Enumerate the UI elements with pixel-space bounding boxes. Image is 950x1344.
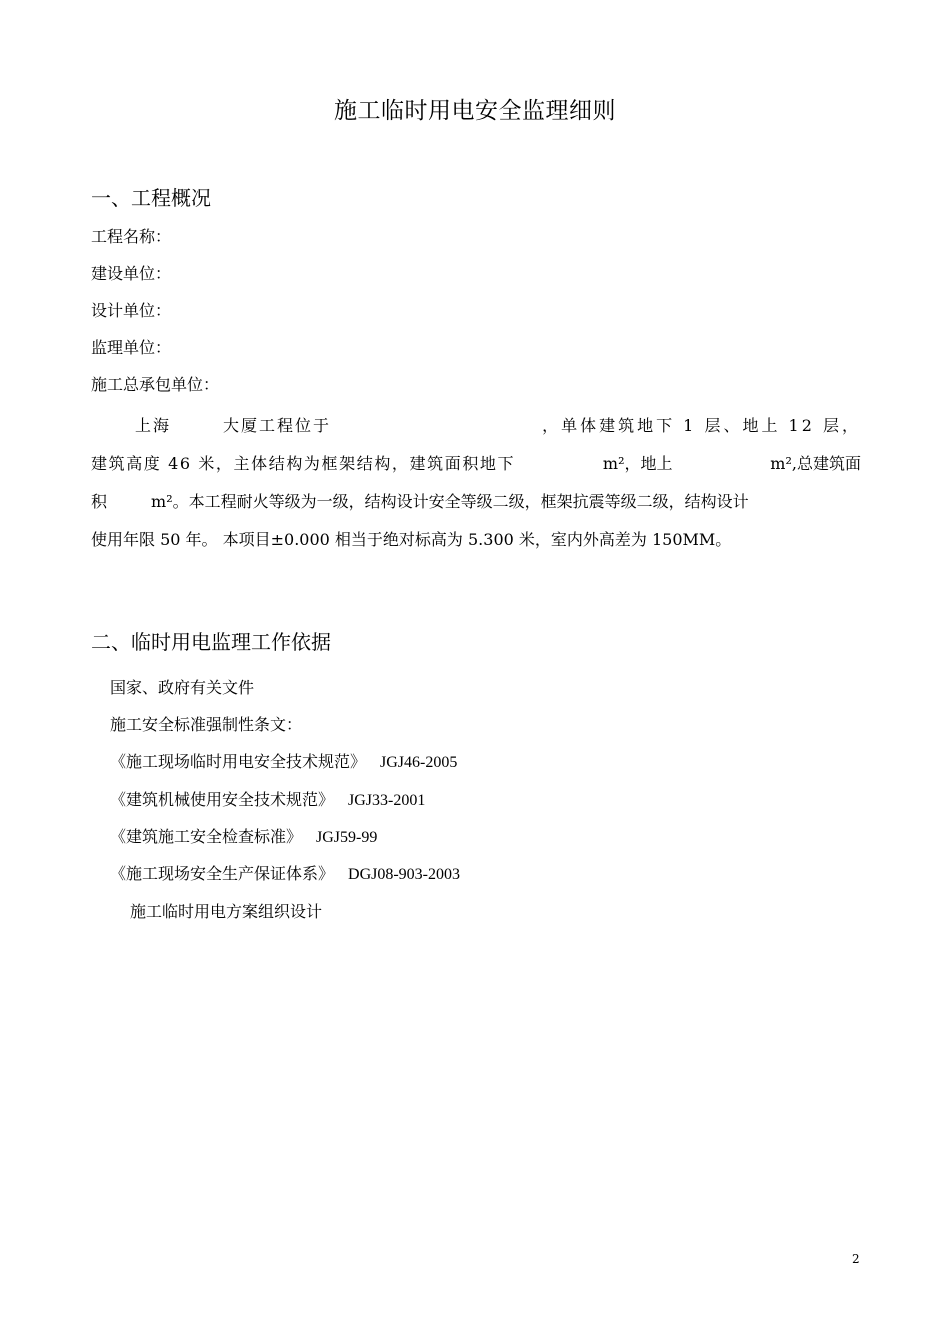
paragraph-text: m²，地上 xyxy=(602,454,673,473)
field-construction-unit: 建设单位： xyxy=(91,264,172,283)
project-overview-paragraph xyxy=(91,407,861,559)
paragraph-text: 大厦工程位于 xyxy=(223,416,332,435)
basis-item-standard: 《建筑施工安全检查标准》 JGJ59-99 xyxy=(110,827,378,846)
basis-item-standard: 《施工现场安全生产保证体系》 DGJ08-903-2003 xyxy=(110,864,461,883)
paragraph-line-3 xyxy=(91,483,861,521)
paragraph-text: 建筑高度 46 米，主体结构为框架结构，建筑面积地下 xyxy=(91,454,516,473)
page-number: 2 xyxy=(852,1252,860,1266)
paragraph-line-4 xyxy=(91,521,861,559)
paragraph-text: 上海 xyxy=(135,416,172,435)
basis-item: 国家、政府有关文件 xyxy=(110,678,255,697)
paragraph-line-1 xyxy=(91,407,861,445)
field-design-unit: 设计单位： xyxy=(91,301,172,320)
section-heading-basis: 二、临时用电监理工作依据 xyxy=(91,630,331,654)
document-title: 施工临时用电安全监理细则 xyxy=(334,98,616,124)
paragraph-text: 使用年限 50 年。 本项目±0.000 相当于绝对标高为 5.300 米，室内外高差为 150MM。 xyxy=(91,530,732,549)
field-supervision-unit: 监理单位： xyxy=(91,338,172,357)
standard-code: JGJ59-99 xyxy=(316,829,378,846)
paragraph-line-2 xyxy=(91,445,861,483)
basis-item: 施工安全标准强制性条文： xyxy=(110,715,303,734)
field-project-name: 工程名称： xyxy=(91,227,172,246)
paragraph-text: m²。本工程耐火等级为一级，结构设计安全等级二级，框架抗震等级二级，结构设计 xyxy=(151,492,749,511)
standard-code: DGJ08-903-2003 xyxy=(348,866,461,883)
section-heading-overview: 一、工程概况 xyxy=(91,186,211,210)
standard-code: JGJ46-2005 xyxy=(380,754,458,771)
basis-item-standard: 《施工现场临时用电安全技术规范》 JGJ46-2005 xyxy=(110,752,458,771)
standard-code: JGJ33-2001 xyxy=(348,792,426,809)
paragraph-text: 积 xyxy=(91,492,108,511)
basis-item: 施工临时用电方案组织设计 xyxy=(130,902,323,921)
field-general-contractor: 施工总承包单位： xyxy=(91,375,220,394)
paragraph-text: m²,总建筑面 xyxy=(770,454,861,473)
basis-item-standard: 《建筑机械使用安全技术规范》 JGJ33-2001 xyxy=(110,790,426,809)
paragraph-text: ，单体建筑地下 1 层、地上 12 层， xyxy=(542,416,861,435)
